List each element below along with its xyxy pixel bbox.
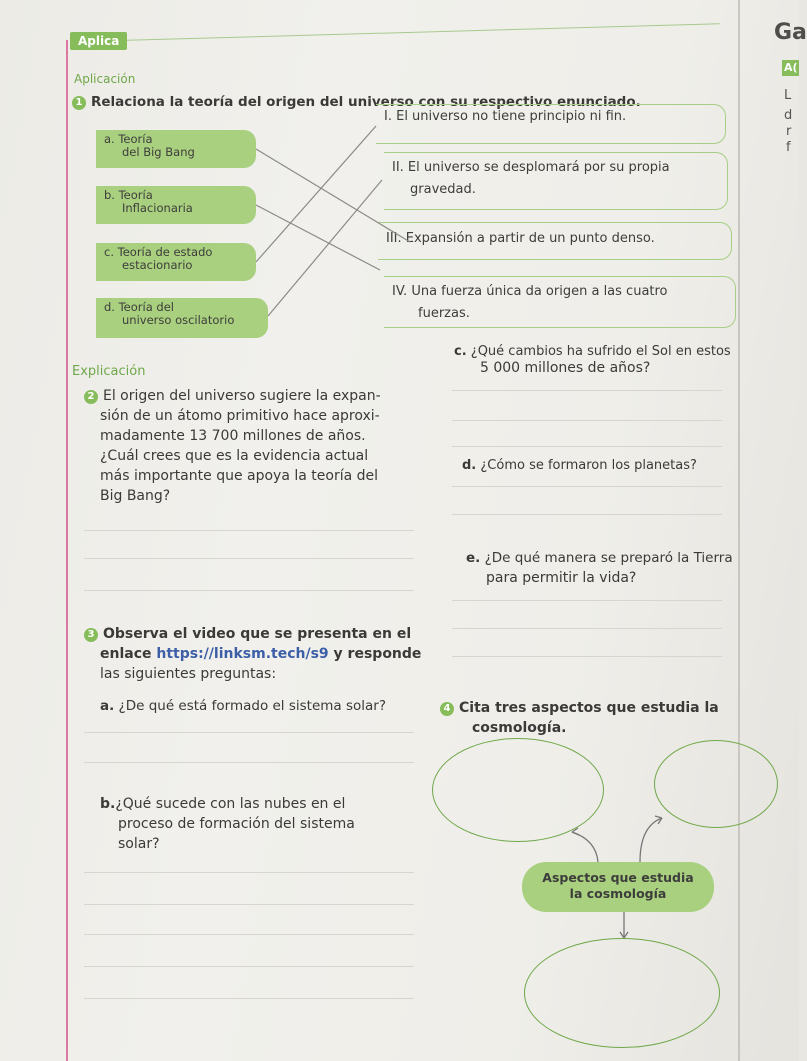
- activity-number: 4: [440, 702, 454, 716]
- question-text: Big Bang?: [100, 488, 171, 504]
- instruction-text: Relaciona la teoría del origen del universo con su respectivo enunciado.: [91, 94, 641, 110]
- statement-text: II. El universo se desplomará por su propia: [392, 160, 670, 175]
- theory-label: a. Teoría: [104, 132, 153, 146]
- activity-text: y responde: [328, 646, 422, 662]
- center-label: Aspectos que estudia: [542, 870, 694, 885]
- question-text: solar?: [118, 836, 160, 852]
- activity-text: enlace: [100, 646, 157, 662]
- activity-text: las siguientes preguntas:: [100, 666, 277, 682]
- question-letter: c.: [454, 344, 467, 359]
- question-text: El origen del universo sugiere la expan-: [103, 388, 381, 404]
- question-text: más importante que apoya la teoría del: [100, 468, 379, 484]
- video-link[interactable]: https://linksm.tech/s9: [156, 646, 329, 662]
- next-page-letter: L: [784, 88, 792, 103]
- section-label-aplicacion: Aplicación: [74, 72, 136, 86]
- question-e-line2: para permitir la vida?: [486, 570, 637, 586]
- question-text: ¿De qué manera se preparó la Tierra: [484, 550, 733, 566]
- activity-text: Observa el video que se presenta en el: [103, 626, 412, 642]
- question-letter: b.: [100, 796, 116, 812]
- next-page-badge: A(: [784, 61, 798, 74]
- statement-text: IV. Una fuerza única da origen a las cuatro: [392, 284, 668, 299]
- statement-text: gravedad.: [410, 182, 476, 197]
- activity-number: 2: [84, 390, 98, 404]
- statement-text: fuerzas.: [418, 306, 470, 321]
- cosmology-center-box: [522, 862, 714, 912]
- theory-label: estacionario: [122, 258, 193, 272]
- theory-label: d. Teoría del: [104, 300, 174, 314]
- section-label-explicacion: Explicación: [72, 364, 146, 379]
- next-page-letter: r: [786, 124, 792, 139]
- arrow-icon: [572, 832, 598, 862]
- theory-label: b. Teoría: [104, 188, 153, 202]
- question-text: sión de un átomo primitivo hace aproxi-: [100, 408, 380, 424]
- question-letter: a.: [100, 698, 115, 714]
- question-text: ¿Cuál crees que es la evidencia actual: [100, 448, 369, 464]
- theory-label: universo oscilatorio: [122, 313, 235, 327]
- theory-label: del Big Bang: [122, 145, 195, 159]
- theory-label: c. Teoría de estado: [104, 245, 213, 259]
- question-text: madamente 13 700 millones de años.: [100, 428, 366, 444]
- question-letter: d.: [462, 458, 477, 473]
- question-text: ¿Qué sucede con las nubes en el: [115, 796, 346, 812]
- activity-text: cosmología.: [472, 720, 567, 736]
- next-page-letter: d: [784, 108, 793, 123]
- statement-text: I. El universo no tiene principio ni fin.: [384, 109, 627, 124]
- arrow-icon: [640, 818, 662, 862]
- next-page-letter: f: [786, 140, 791, 155]
- question-letter: e.: [466, 550, 481, 566]
- activity-text: Cita tres aspectos que estudia la: [459, 700, 719, 716]
- section-tag-aplica: Aplica: [70, 32, 127, 50]
- question-text: ¿Cómo se formaron los planetas?: [480, 458, 697, 473]
- question-text: proceso de formación del sistema: [118, 816, 355, 832]
- activity-number: 1: [72, 96, 86, 110]
- center-label: la cosmología: [569, 886, 667, 901]
- question-c-line2: 5 000 millones de años?: [480, 360, 651, 376]
- statement-text: III. Expansión a partir de un punto denso.: [386, 231, 655, 246]
- theory-label: Inflacionaria: [122, 201, 193, 215]
- question-text: ¿Qué cambios ha sufrido el Sol en estos: [470, 344, 731, 359]
- activity-number: 3: [84, 628, 98, 642]
- next-page-header: Ga: [774, 20, 807, 45]
- question-text: ¿De qué está formado el sistema solar?: [118, 698, 387, 714]
